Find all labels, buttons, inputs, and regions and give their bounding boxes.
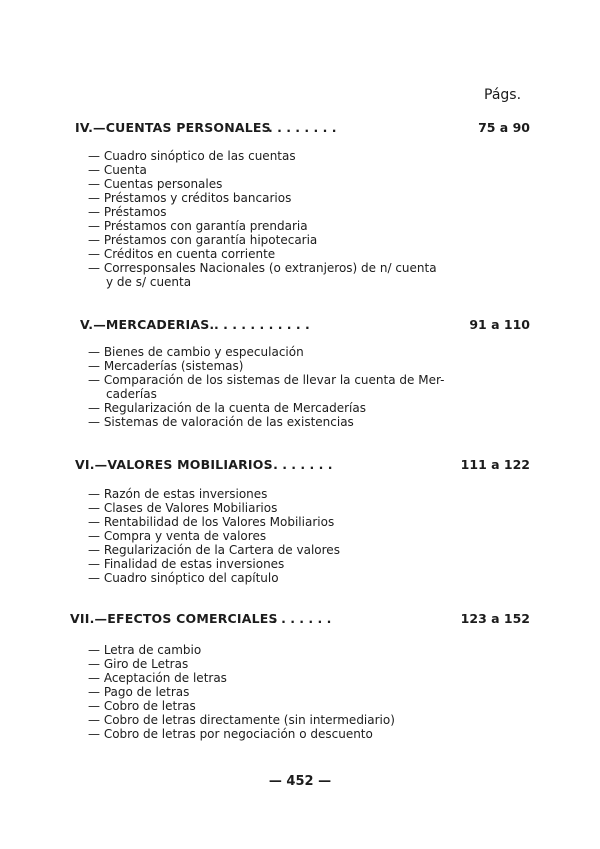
list-item: — Aceptación de letras — [88, 671, 227, 685]
page-number: — 452 — — [268, 774, 332, 789]
section-items-list — [88, 643, 468, 741]
list-item: — Préstamos — [88, 205, 167, 219]
section-items-list — [88, 149, 468, 289]
list-item: — Préstamos y créditos bancarios — [88, 191, 292, 205]
list-item: — Créditos en cuenta corriente — [88, 247, 276, 261]
leader-dots: . . . . . . . . — [264, 457, 333, 472]
list-item: — Finalidad de estas inversiones — [88, 557, 285, 571]
section-heading-valores-mobiliarios — [0, 457, 600, 475]
leader-dots: . . . . . . . . — [268, 120, 337, 135]
list-item: — Letra de cambio — [88, 643, 202, 657]
leader-dots: . . . . . . . . . . . — [214, 317, 310, 332]
list-item: — Rentabilidad de los Valores Mobiliarios — [88, 515, 335, 529]
list-item: — Pago de letras — [88, 685, 190, 699]
section-heading-efectos-comerciales — [0, 611, 600, 629]
list-item: — Regularización de la Cartera de valores — [88, 543, 340, 557]
list-item-continuation: caderías — [106, 387, 157, 401]
section-items-list — [88, 345, 468, 429]
list-item: — Comparación de los sistemas de llevar la cuenta de Mer- — [88, 373, 445, 387]
section-title: IV.—CUENTAS PERSONALES — [75, 120, 271, 135]
section-page-range: 75 a 90 — [478, 120, 530, 135]
list-item-continuation: y de s/ cuenta — [106, 275, 192, 289]
list-item: — Regularización de la cuenta de Mercaderías — [88, 401, 366, 415]
section-title: V.—MERCADERIAS. — [80, 317, 215, 332]
section-page-range: 111 a 122 — [460, 457, 530, 472]
list-item: — Cuadro sinóptico de las cuentas — [88, 149, 296, 163]
section-title: VI.—VALORES MOBILIARIOS — [75, 457, 273, 472]
list-item: — Cobro de letras por negociación o descuento — [88, 727, 373, 741]
leader-dots: . . . . . . . — [272, 611, 332, 626]
section-page-range: 91 a 110 — [469, 317, 530, 332]
list-item: — Bienes de cambio y especulación — [88, 345, 304, 359]
list-item: — Cobro de letras — [88, 699, 196, 713]
list-item: — Préstamos con garantía hipotecaria — [88, 233, 318, 247]
list-item: — Clases de Valores Mobiliarios — [88, 501, 278, 515]
pages-column-label: Págs. — [484, 87, 522, 103]
section-page-range: 123 a 152 — [460, 611, 530, 626]
list-item: — Compra y venta de valores — [88, 529, 267, 543]
list-item: — Razón de estas inversiones — [88, 487, 268, 501]
list-item: — Cuadro sinóptico del capítulo — [88, 571, 279, 585]
section-items-list — [88, 487, 468, 585]
list-item: — Préstamos con garantía prendaria — [88, 219, 308, 233]
list-item: — Sistemas de valoración de las existencias — [88, 415, 354, 429]
section-heading-cuentas-personales — [0, 120, 600, 138]
list-item: — Corresponsales Nacionales (o extranjeros) de n/ cuenta — [88, 261, 437, 275]
list-item: — Mercaderías (sistemas) — [88, 359, 244, 373]
list-item: — Cuenta — [88, 163, 147, 177]
list-item: — Cobro de letras directamente (sin intermediario) — [88, 713, 395, 727]
list-item: — Giro de Letras — [88, 657, 189, 671]
list-item: — Cuentas personales — [88, 177, 223, 191]
section-title: VII.—EFECTOS COMERCIALES — [70, 611, 278, 626]
section-heading-mercaderias — [0, 317, 600, 335]
